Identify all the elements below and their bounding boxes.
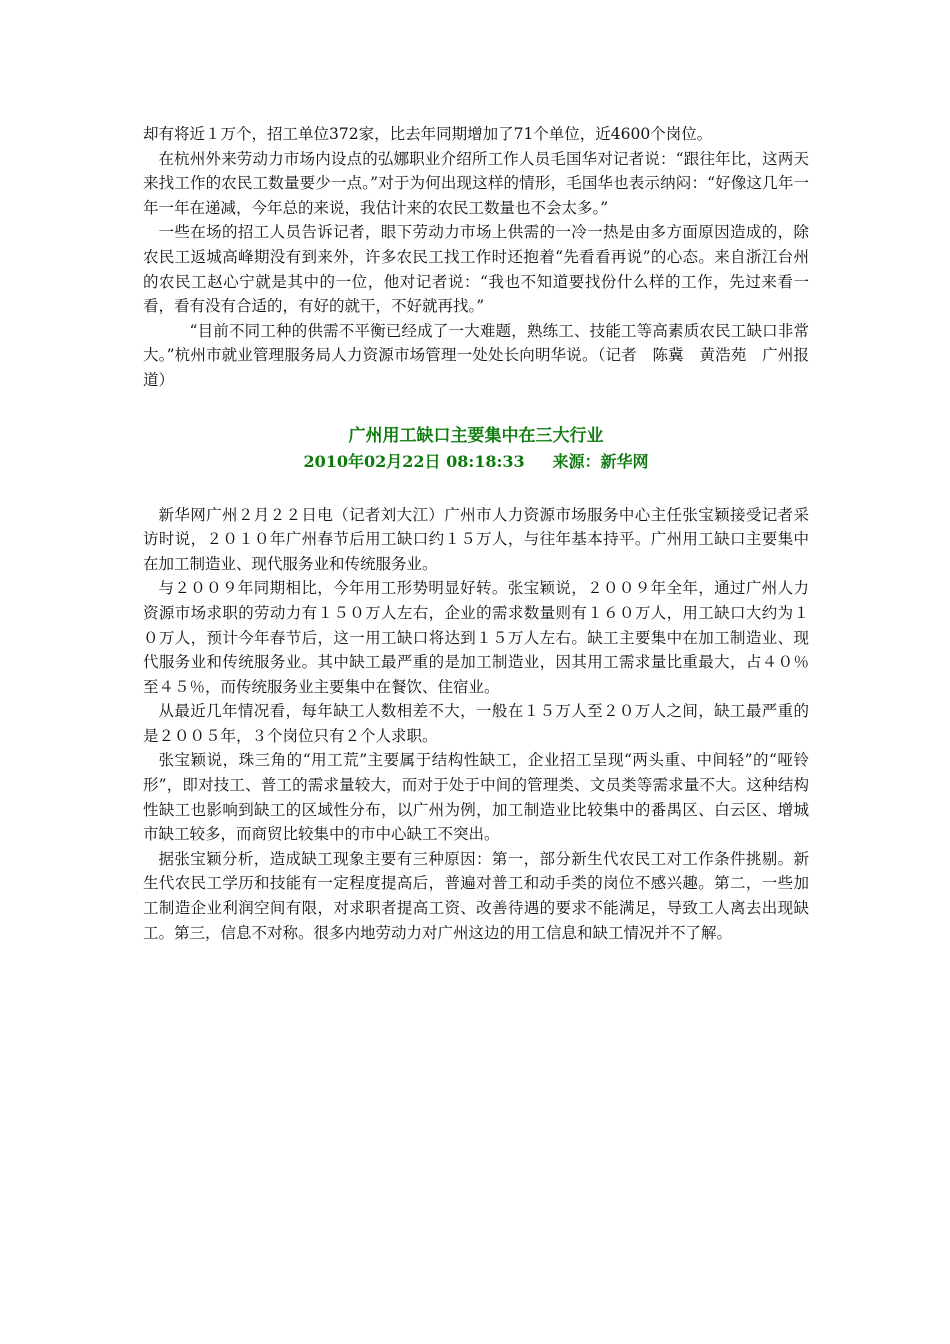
article-paragraph: 新华网广州２月２２日电（记者刘大江）广州市人力资源市场服务中心主任张宝颖接受记者采访时说，２０１０年广州春节后用工缺口约１５万人，与往年基本持平。广州用工缺口主要集中在加工制造业、现代服务业和传统服务业。 (143, 505, 809, 573)
document-page (143, 122, 809, 945)
article-paragraph: 从最近几年情况看，每年缺工人数相差不大，一般在１５万人至２０万人之间，缺工最严重的是２００５年，３个岗位只有２个人求职。 (143, 702, 809, 745)
paragraph-official-quote: “目前不同工种的供需不平衡已经成了一大难题，熟练工、技能工等高素质农民工缺口非常大。”杭州市就业管理服务局人力资源市场管理一处处长向明华说。（记者 陈冀 黄浩苑 广州报道） (143, 321, 809, 389)
article-paragraph: 据张宝颖分析，造成缺工现象主要有三种原因：第一，部分新生代农民工对工作条件挑剔。新生代农民工学历和技能有一定程度提高后，普遍对普工和动手类的岗位不感兴趣。第二，一些加工制造企业利润空间有限，对求职者提高工资、改善待遇的要求不能满足，导致工人离去出现缺工。第三，信息不对称。很多内地劳动力对广州这边的用工信息和缺工情况并不了解。 (143, 849, 809, 942)
article-paragraph: 与２００９年同期相比，今年用工形势明显好转。张宝颖说，２００９年全年，通过广州人力资源市场求职的劳动力有１５０万人左右，企业的需求数量则有１６０万人，用工缺口大约为１０万人，预计今年春节后，这一用工缺口将达到１５万人左右。缺工主要集中在加工制造业、现代服务业和传统服务业。其中缺工最严重的是加工制造业，因其用工需求量比重最大，占４０％至４５％，而传统服务业主要集中在餐饮、住宿业。 (143, 579, 809, 696)
article-header (143, 423, 809, 475)
article-source: 来源：新华网 (552, 451, 649, 471)
article-paragraph: 张宝颖说，珠三角的“用工荒”主要属于结构性缺工，企业招工呈现“两头重、中间轻”的“哑铃形”，即对技工、普工的需求量较大，而对于处于中间的管理类、文员类等需求量不大。这种结构性缺工也影响到缺工的区域性分布，以广州为例，加工制造业比较集中的番禺区、白云区、增城市缺工较多，而商贸比较集中的市中心缺工不突出。 (143, 751, 809, 844)
article-dateline (143, 449, 809, 475)
article-date: 2010年02月22日 08:18:33 (303, 451, 525, 471)
article-title: 广州用工缺口主要集中在三大行业 (348, 425, 604, 446)
paragraph-hangzhou-agency: 在杭州外来劳动力市场内设点的弘娜职业介绍所工作人员毛国华对记者说：“跟往年比，这两天来找工作的农民工数量要少一点。”对于为何出现这样的情形，毛国华也表示纳闷：“好像这几年一年一年在递减，今年总的来说，我估计来的农民工数量也不会太多。” (143, 149, 809, 217)
paragraph-continuation: 却有将近１万个，招工单位372家，比去年同期增加了71个单位，近4600个岗位。 (143, 125, 713, 143)
paragraph-recruiters: 一些在场的招工人员告诉记者，眼下劳动力市场上供需的一冷一热是由多方面原因造成的，除农民工返城高峰期没有到来外，许多农民工找工作时还抱着“先看看再说”的心态。来自浙江台州的农民工赵心宁就是其中的一位，他对记者说：“我也不知道要找份什么样的工作，先过来看一看，看有没有合适的，有好的就干，不好就再找。” (143, 223, 809, 316)
